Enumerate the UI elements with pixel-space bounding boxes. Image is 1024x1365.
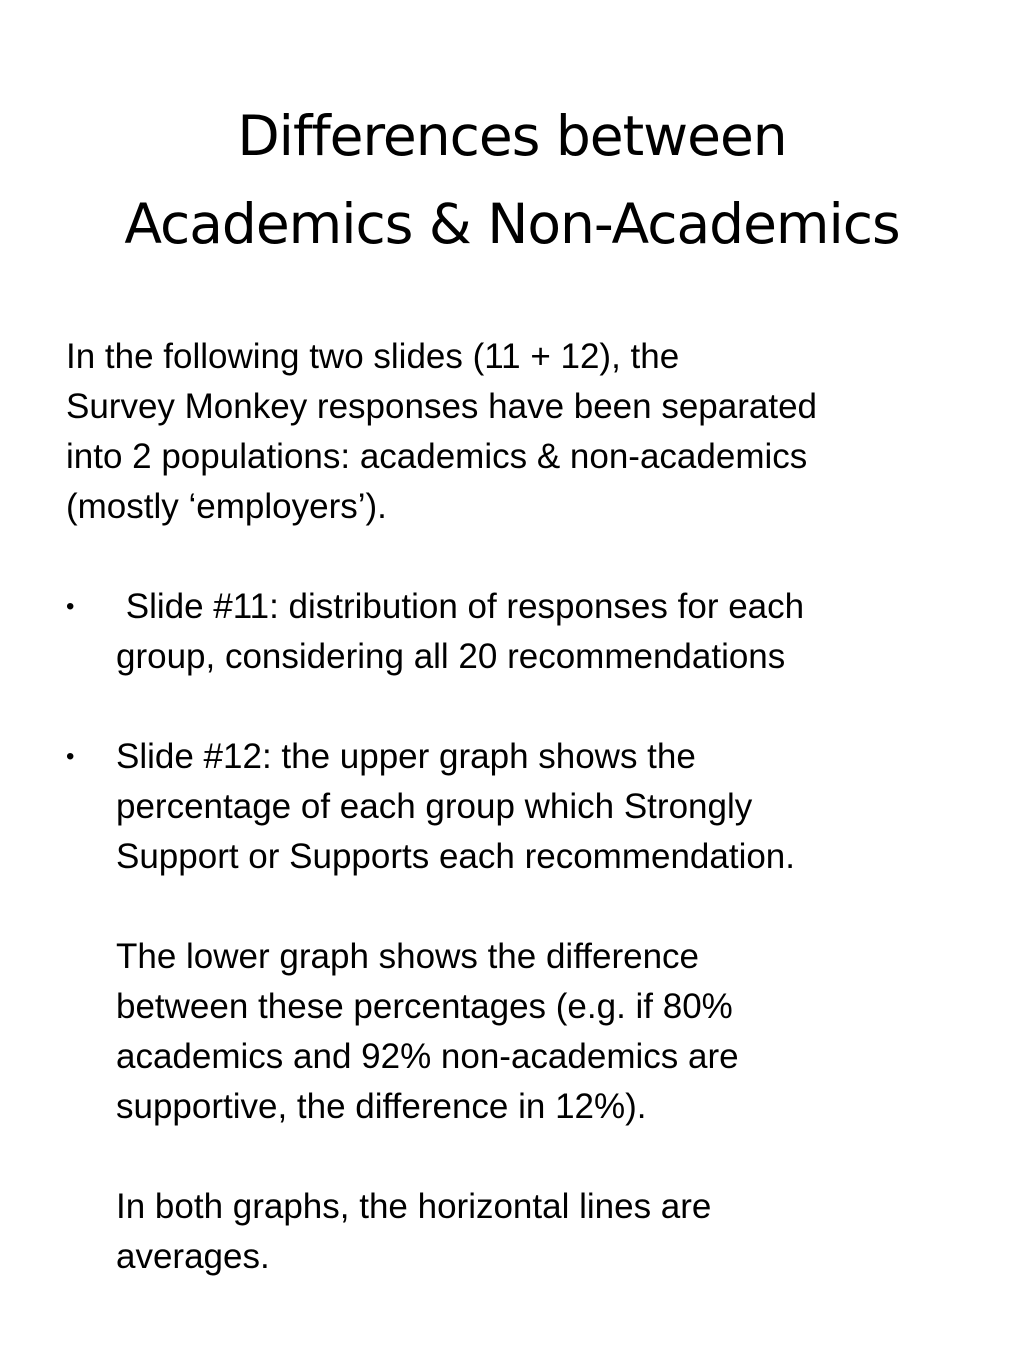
bullet-line: supportive, the difference in 12%). [116,1087,647,1126]
bullet-line: academics and 92% non-academics are [116,1037,739,1076]
bullet-line: Slide #12: the upper graph shows the [116,737,696,776]
bullet-line: In both graphs, the horizontal lines are [116,1187,712,1226]
bullet-item-slide-12 [66,732,996,1282]
bullet-line: Slide #11: distribution of responses for each [116,587,805,626]
bullet-paragraph [116,1182,996,1282]
bullet-line: percentage of each group which Strongly [116,787,753,826]
bullet-paragraph [116,932,996,1132]
bullet-marker: • [66,743,75,770]
slide-title [40,92,984,268]
bullet-line: averages. [116,1237,270,1276]
intro-line: into 2 populations: academics & non-academics [66,437,808,476]
bullet-line: between these percentages (e.g. if 80% [116,987,733,1026]
bullet-line: The lower graph shows the difference [116,937,700,976]
bullet-list [66,582,996,1282]
intro-line: Survey Monkey responses have been separated [66,387,818,426]
bullet-line: group, considering all 20 recommendations [116,637,786,676]
slide-body [66,332,996,1282]
bullet-item-slide-11 [66,582,996,682]
intro-paragraph [66,332,996,532]
intro-line: In the following two slides (11 + 12), the [66,337,680,376]
slide-title-line: Differences between [237,104,787,168]
bullet-paragraph [116,732,996,882]
slide-title-line: Academics & Non-Academics [124,192,900,256]
intro-line: (mostly ‘employers’). [66,487,387,526]
bullet-paragraph [116,582,996,682]
bullet-line: Support or Supports each recommendation. [116,837,795,876]
bullet-marker: • [66,593,75,620]
